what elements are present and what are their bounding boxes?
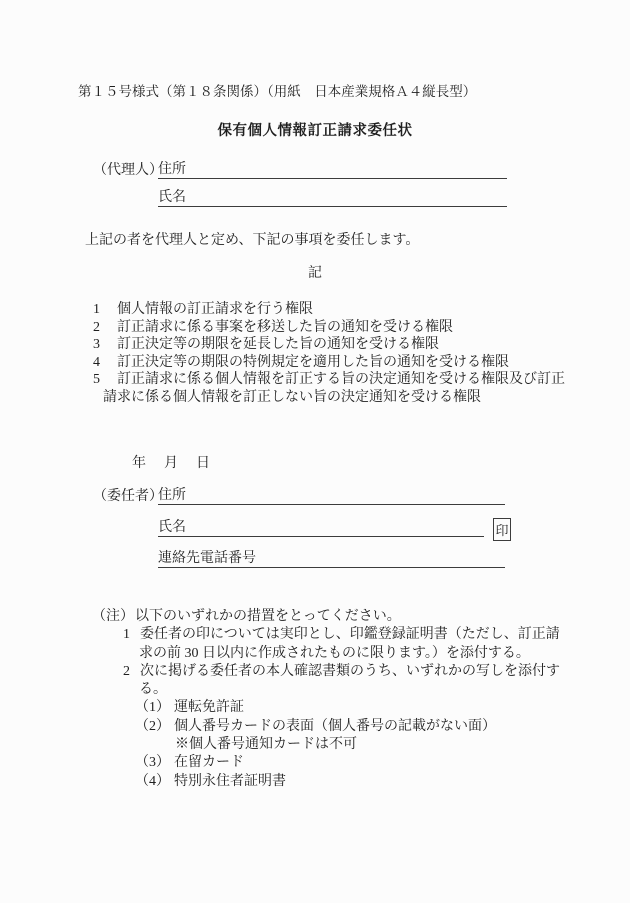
delegator-name-row (93, 520, 484, 537)
delegator-phone-field (158, 550, 505, 568)
id-doc-text: 運転免許証 (174, 700, 244, 716)
id-doc-2 (92, 718, 562, 736)
notes-item-2 (92, 663, 562, 681)
rights-item-number: 1 (93, 302, 100, 317)
id-doc-text: 特別永住者証明書 (174, 773, 286, 789)
id-doc-text: 個人番号カードの表面（個人番号の記載がない面） (174, 718, 496, 734)
id-doc-number: （3） (135, 755, 170, 771)
rights-item-5-continued: 請求に係る個人情報を訂正しない旨の決定通知を受ける権限 (103, 389, 481, 405)
rights-item-text: 個人情報の訂正請求を行う権限 (117, 302, 313, 317)
agent-label: （代理人） (93, 163, 163, 178)
date-line: 年 月 日 (132, 456, 212, 471)
notes-item-1-continued: 求の前 30 日以内に作成されたものに限ります。）を添付する。 (139, 645, 530, 661)
id-doc-text: 在留カード (174, 755, 244, 771)
seal-mark: 印 (495, 523, 509, 538)
delegator-name-field (158, 519, 484, 537)
seal-box (493, 518, 511, 541)
rights-item-number: 5 (93, 372, 100, 388)
notes-item-1 (92, 626, 562, 644)
delegator-label: （委任者） (93, 489, 163, 504)
delegator-name-label: 氏名 (158, 520, 186, 535)
id-doc-1 (92, 699, 562, 717)
delegation-sentence: 上記の者を代理人と定め、下記の事項を委任します。 (85, 233, 420, 248)
notes-section (92, 608, 562, 791)
rights-item-text: 訂正決定等の期限を延長した旨の通知を受ける権限 (117, 337, 439, 353)
id-doc-number: （1） (135, 700, 170, 716)
notes-item-text: 次に掲げる委任者の本人確認書類のうち、いずれかの写しを添付す (140, 663, 560, 679)
agent-address-label: 住所 (158, 162, 186, 177)
rights-item-2 (93, 319, 563, 337)
rights-item-3 (93, 336, 563, 354)
notes-item-2-continued: る。 (139, 682, 167, 698)
rights-item-4 (93, 354, 563, 372)
delegated-rights-list (93, 301, 563, 407)
notes-item-number: 2 (123, 663, 130, 679)
notes-intro: 以下のいずれかの措置をとってください。 (135, 609, 401, 624)
id-doc-3 (92, 754, 562, 772)
delegator-phone-row (93, 551, 505, 568)
delegator-phone-label: 連絡先電話番号 (158, 551, 256, 566)
agent-name-label: 氏名 (158, 190, 186, 205)
page-title: 保有個人情報訂正請求委任状 (217, 123, 413, 139)
rights-item-text: 訂正決定等の期限の特例規定を適用した旨の通知を受ける権限 (117, 354, 509, 370)
notes-intro-row (92, 608, 562, 626)
rights-item-number: 3 (93, 337, 100, 353)
rights-item-number: 4 (93, 354, 100, 370)
delegator-address-field (158, 487, 505, 505)
rights-item-1 (93, 301, 563, 319)
agent-address-field (158, 161, 507, 179)
notes-item-number: 1 (123, 627, 130, 643)
rights-item-number: 2 (93, 319, 100, 335)
delegator-address-row (93, 488, 505, 505)
id-doc-2-note: ※個人番号通知カードは不可 (175, 737, 357, 753)
rights-item-5 (93, 371, 563, 389)
rights-item-text: 訂正請求に係る個人情報を訂正する旨の決定通知を受ける権限及び訂正 (117, 372, 565, 388)
id-doc-number: （2） (135, 718, 170, 734)
rights-item-text: 訂正請求に係る事案を移送した旨の通知を受ける権限 (117, 319, 453, 335)
agent-name-field (158, 189, 507, 207)
notes-label: （注） (92, 609, 134, 624)
notes-item-text: 委任者の印については実印とし、印鑑登録証明書（ただし、訂正請 (140, 627, 560, 643)
ki-heading: 記 (308, 266, 322, 281)
agent-address-row (93, 162, 507, 179)
delegator-address-label: 住所 (158, 488, 186, 503)
form-number-line: 第１５号様式（第１８条関係）（用紙 日本産業規格Ａ４縦長型） (78, 84, 477, 99)
agent-name-row (93, 190, 507, 207)
id-doc-4 (92, 773, 562, 791)
id-doc-number: （4） (135, 773, 170, 789)
